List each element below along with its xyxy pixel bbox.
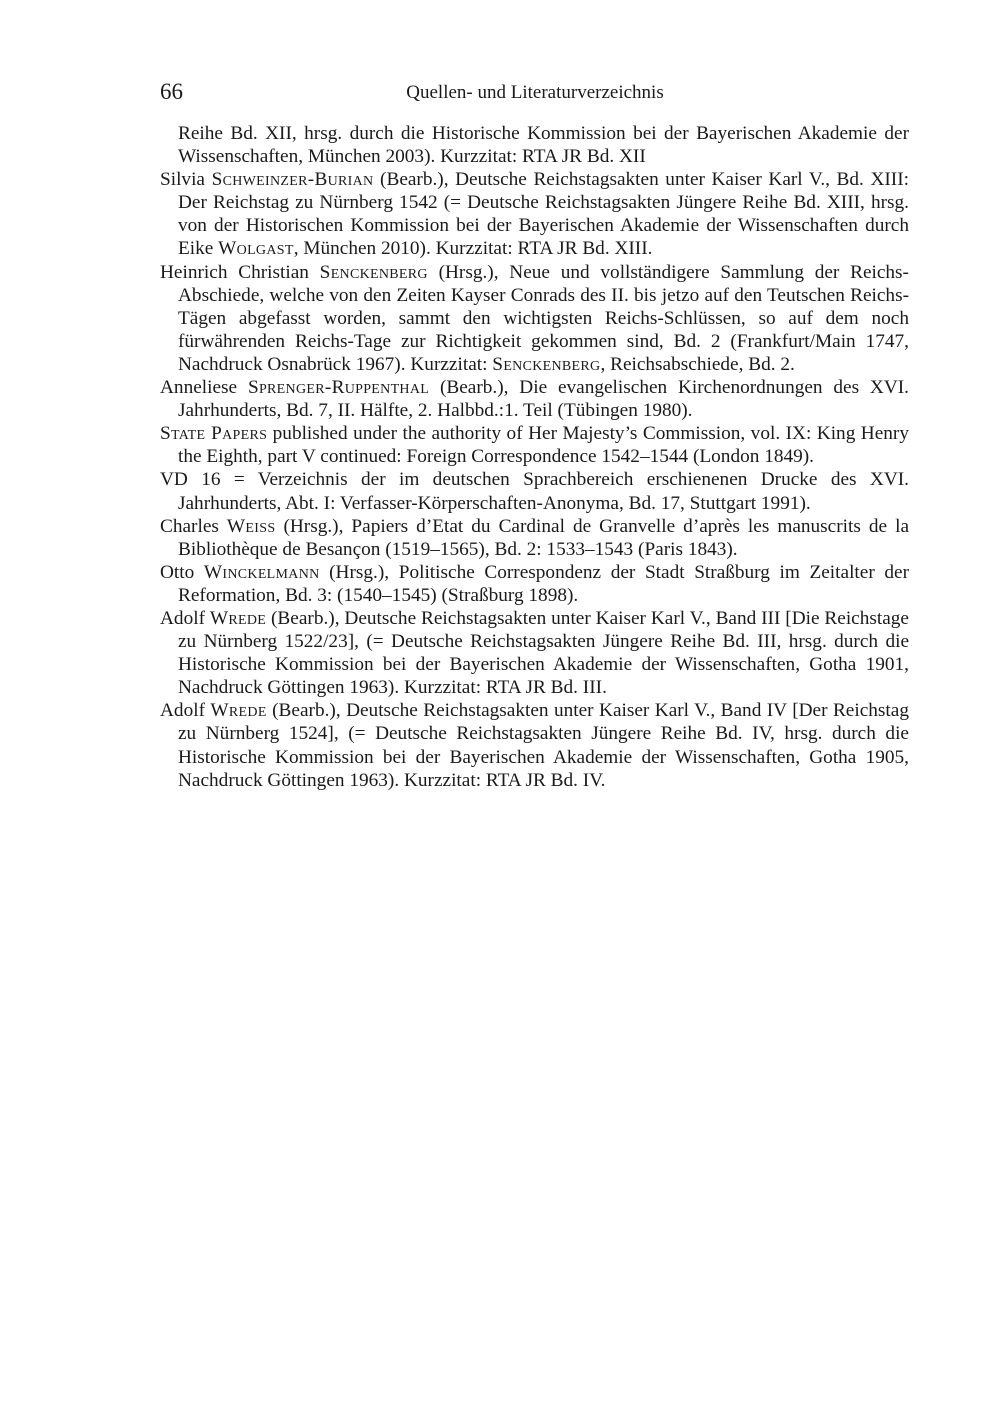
entry-text: (Bearb.), Deutsche Reichstagsakten unter Kaiser Karl V., Band IV [Der Reichstag zu Nürnberg 1524], (= Deutsche Reichstagsakten Jüngere Reihe Bd. IV, hrsg. durch die Historische Kommission bei der Bayerischen Akademie der Wissenschaften, Gotha 1905, Nachdruck Göttingen 1963). Kurzzitat: RTA JR Bd. IV. (178, 700, 909, 791)
entry-author-first-name: Anneliese (160, 377, 238, 399)
entry-author-first-name: Silvia (160, 169, 205, 191)
entry-author-surname: Schweinzer-Burian (211, 169, 374, 191)
entry-text: published under the authority of Her Majesty’s Commission, vol. IX: King Henry the Eighth, part V continued: Foreign Correspondence 1542–1544 (London 1849). (178, 423, 909, 468)
entry-text: (Hrsg.), Papiers d’Etat du Cardinal de Granvelle d’après les manuscrits de la Bibliothèque de Besançon (1519–1565), Bd. 2: 1533–1543 (Paris 1843). (178, 515, 909, 560)
entry-text: (Hrsg.), Neue und vollständigere Sammlung der Reichs-Abschiede, welche von den Zeiten Kayser Conrads des II. bis jetzo auf den Teutschen Reichs-Tägen abgefasst worden, sammt den wichtigsten Reichs-Schlüssen, so auf dem noch fürwährenden Reichs-Tage zur Richtigkeit gekommen sind, Bd. 2 (Frankfurt/Main 1747, Nachdruck Osnabrück 1967). Kurzzitat: (178, 261, 909, 375)
bibliography-entry (160, 607, 909, 699)
entry-author-first-name: Otto (160, 561, 195, 583)
entry-author-first-name: Adolf (160, 607, 205, 629)
entry-text-tail: , München 2010). Kurzzitat: RTA JR Bd. XIII. (293, 238, 653, 260)
entry-editor-surname: Wolgast (218, 238, 294, 260)
entry-text: Reihe Bd. XII, hrsg. durch die Historische Kommission bei der Bayerischen Akademie der Wissenschaften, München 2003). Kurzzitat: RTA JR Bd. XII (178, 123, 909, 168)
entry-author-first-name: Heinrich Christian (160, 261, 309, 283)
entry-text: (Bearb.), Deutsche Reichstagsakten unter Kaiser Karl V., Bd. XIII: Der Reichstag zu Nürnberg 1542 (= Deutsche Reichstagsakten Jüngere Reihe Bd. XIII, hrsg. von der Historischen Kommission bei der Bayerischen Akademie der Wissenschaften durch Eike (178, 169, 909, 260)
entry-author-surname: Weiss (226, 515, 276, 537)
entry-source-title: State Papers (160, 423, 268, 445)
entry-author-surname: Sprenger-Ruppenthal (247, 377, 430, 399)
entry-text-tail: , Reichsabschiede, Bd. 2. (600, 353, 795, 375)
entry-author-first-name: Charles (160, 515, 219, 537)
entry-short-citation-name: Senckenberg (492, 353, 601, 375)
bibliography-entry (160, 376, 909, 422)
bibliography-entry (160, 422, 909, 468)
running-title: Quellen- und Literaturverzeichnis (406, 82, 664, 103)
bibliography-entry (160, 699, 909, 791)
entry-author-surname: Winckelmann (203, 561, 320, 583)
bibliography-entry (160, 561, 909, 607)
entry-author-surname: Senckenberg (319, 261, 428, 283)
bibliography-list (160, 122, 909, 792)
bibliography-entry (160, 515, 909, 561)
entry-author-surname: Wrede (210, 700, 267, 722)
entry-author-first-name: Adolf (160, 700, 205, 722)
entry-text: (Bearb.), Die evangelischen Kirchenordnungen des XVI. Jahrhunderts, Bd. 7, II. Hälfte, 2. Halbbd.:1. Teil (Tübingen 1980). (178, 377, 909, 422)
bibliography-entry (160, 468, 909, 514)
bibliography-entry (160, 168, 909, 260)
entry-text: (Bearb.), Deutsche Reichstagsakten unter Kaiser Karl V., Band III [Die Reichstage zu Nürnberg 1522/23], (= Deutsche Reichstagsakten Jüngere Reihe Bd. III, hrsg. durch die Historische Kommission bei der Bayerischen Akademie der Wissenschaften, Gotha 1901, Nachdruck Göttingen 1963). Kurzzitat: RTA JR Bd. III. (178, 607, 909, 699)
page-number: 66 (160, 79, 183, 104)
bibliography-entry-continued (160, 122, 909, 168)
page-header (160, 76, 910, 108)
entry-author-surname: Wrede (209, 607, 267, 629)
entry-text: VD 16 = Verzeichnis der im deutschen Sprachbereich erschienenen Drucke des XVI. Jahrhunderts, Abt. I: Verfasser-Körperschaften-Anonyma, Bd. 17, Stuttgart 1991). (160, 469, 909, 514)
entry-text: (Hrsg.), Politische Correspondenz der Stadt Straßburg im Zeitalter der Reformation, Bd. 3: (1540–1545) (Straßburg 1898). (178, 561, 909, 606)
bibliography-entry (160, 261, 909, 376)
